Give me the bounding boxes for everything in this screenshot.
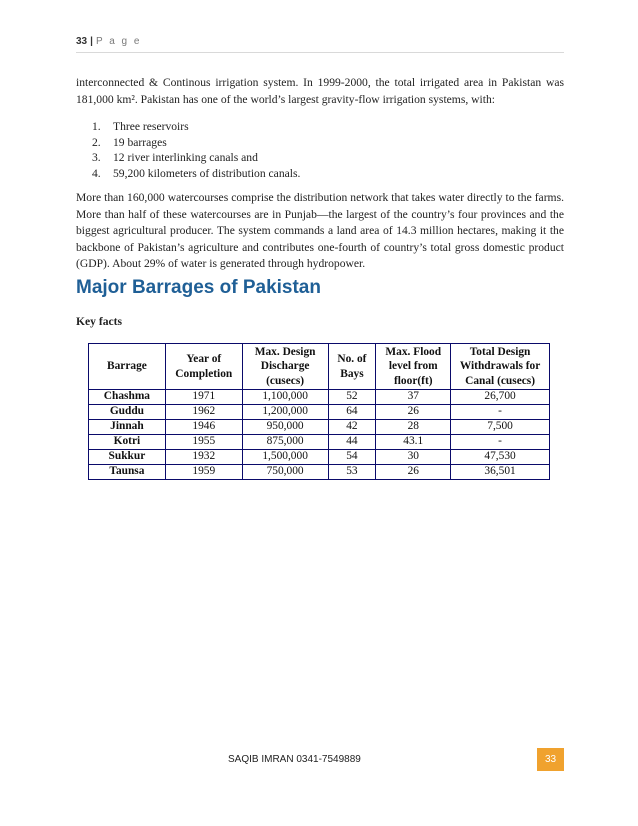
header-page-number: 33	[76, 36, 88, 47]
table-cell: 47,530	[451, 450, 550, 465]
table-row	[89, 405, 550, 420]
table-cell: 30	[376, 450, 451, 465]
list-item-number: 1.	[92, 120, 101, 133]
list-item	[92, 135, 300, 151]
table-cell: 1971	[165, 390, 242, 405]
column-header: Year of Completion	[165, 344, 242, 390]
table-cell: 53	[328, 465, 376, 480]
table-cell: 26,700	[451, 390, 550, 405]
table-cell: 26	[376, 465, 451, 480]
table-cell: Jinnah	[89, 420, 166, 435]
table-cell: 26	[376, 405, 451, 420]
table-cell: 52	[328, 390, 376, 405]
table-cell: 1955	[165, 435, 242, 450]
list-item-text: 12 river interlinking canals and	[113, 151, 258, 164]
section-heading: Major Barrages of Pakistan	[76, 277, 321, 298]
table-row	[89, 420, 550, 435]
table-row	[89, 390, 550, 405]
table-cell: 44	[328, 435, 376, 450]
table-cell: 28	[376, 420, 451, 435]
key-facts-label: Key facts	[76, 315, 123, 328]
table-cell: 750,000	[242, 465, 328, 480]
table-cell: 64	[328, 405, 376, 420]
list-item	[92, 150, 300, 166]
table-cell: 7,500	[451, 420, 550, 435]
column-header: Max. Design Discharge (cusecs)	[242, 344, 328, 390]
table-cell: -	[451, 405, 550, 420]
column-header: Barrage	[89, 344, 166, 390]
table-header-row	[89, 344, 550, 390]
body-paragraph: More than 160,000 watercourses comprise the distribution network that takes water directly to the farms. More than half of these watercourses are in Punjab—the largest of the country’s four provinces and the biggest agricultural producer. The system commands a land area of 14.3 million hectares, making it the backbone of Pakistan’s agriculture and contributes one-fourth of country’s total gross domestic product (GDP). About 29% of water is generated through hydropower.	[76, 191, 564, 270]
table-cell: 1,500,000	[242, 450, 328, 465]
table-cell: Kotri	[89, 435, 166, 450]
header-page-word: P a g e	[95, 36, 142, 47]
table-cell: -	[451, 435, 550, 450]
column-header: Total Design Withdrawals for Canal (cusecs)	[451, 344, 550, 390]
table-cell: 1959	[165, 465, 242, 480]
table-cell: Taunsa	[89, 465, 166, 480]
table-row	[89, 465, 550, 480]
table-cell: 1,200,000	[242, 405, 328, 420]
table-cell: 43.1	[376, 435, 451, 450]
table-cell: 1932	[165, 450, 242, 465]
table-cell: Guddu	[89, 405, 166, 420]
list-item-text: 59,200 kilometers of distribution canals.	[113, 166, 301, 180]
table-cell: 950,000	[242, 420, 328, 435]
header-divider	[76, 52, 564, 53]
column-header: No. of Bays	[328, 344, 376, 390]
features-list	[92, 119, 300, 181]
table-row	[89, 450, 550, 465]
table-cell: 37	[376, 390, 451, 405]
list-item	[92, 119, 300, 135]
footer-author: SAQIB IMRAN 0341-7549889	[228, 754, 361, 765]
table-cell: 1,100,000	[242, 390, 328, 405]
list-item-text: Three reservoirs	[113, 120, 189, 133]
footer-page-badge: 33	[537, 748, 564, 771]
table-cell: 42	[328, 420, 376, 435]
table-cell: 1962	[165, 405, 242, 420]
table-cell: 36,501	[451, 465, 550, 480]
barrages-table	[88, 343, 550, 480]
list-item-number: 2.	[92, 135, 101, 149]
list-item	[92, 166, 300, 182]
table-cell: 54	[328, 450, 376, 465]
column-header: Max. Flood level from floor(ft)	[376, 344, 451, 390]
list-item-number: 3.	[92, 151, 101, 164]
table-cell: 1946	[165, 420, 242, 435]
header-separator: |	[90, 36, 93, 47]
table-cell: Sukkur	[89, 450, 166, 465]
list-item-text: 19 barrages	[113, 135, 167, 149]
table-cell: Chashma	[89, 390, 166, 405]
table-row	[89, 435, 550, 450]
intro-paragraph: interconnected & Continous irrigation system. In 1999-2000, the total irrigated area in Pakistan was 181,000 km². Pakistan has one of the world’s largest gravity-flow irrigation systems, with:	[76, 76, 564, 106]
list-item-number: 4.	[92, 166, 101, 180]
table-cell: 875,000	[242, 435, 328, 450]
